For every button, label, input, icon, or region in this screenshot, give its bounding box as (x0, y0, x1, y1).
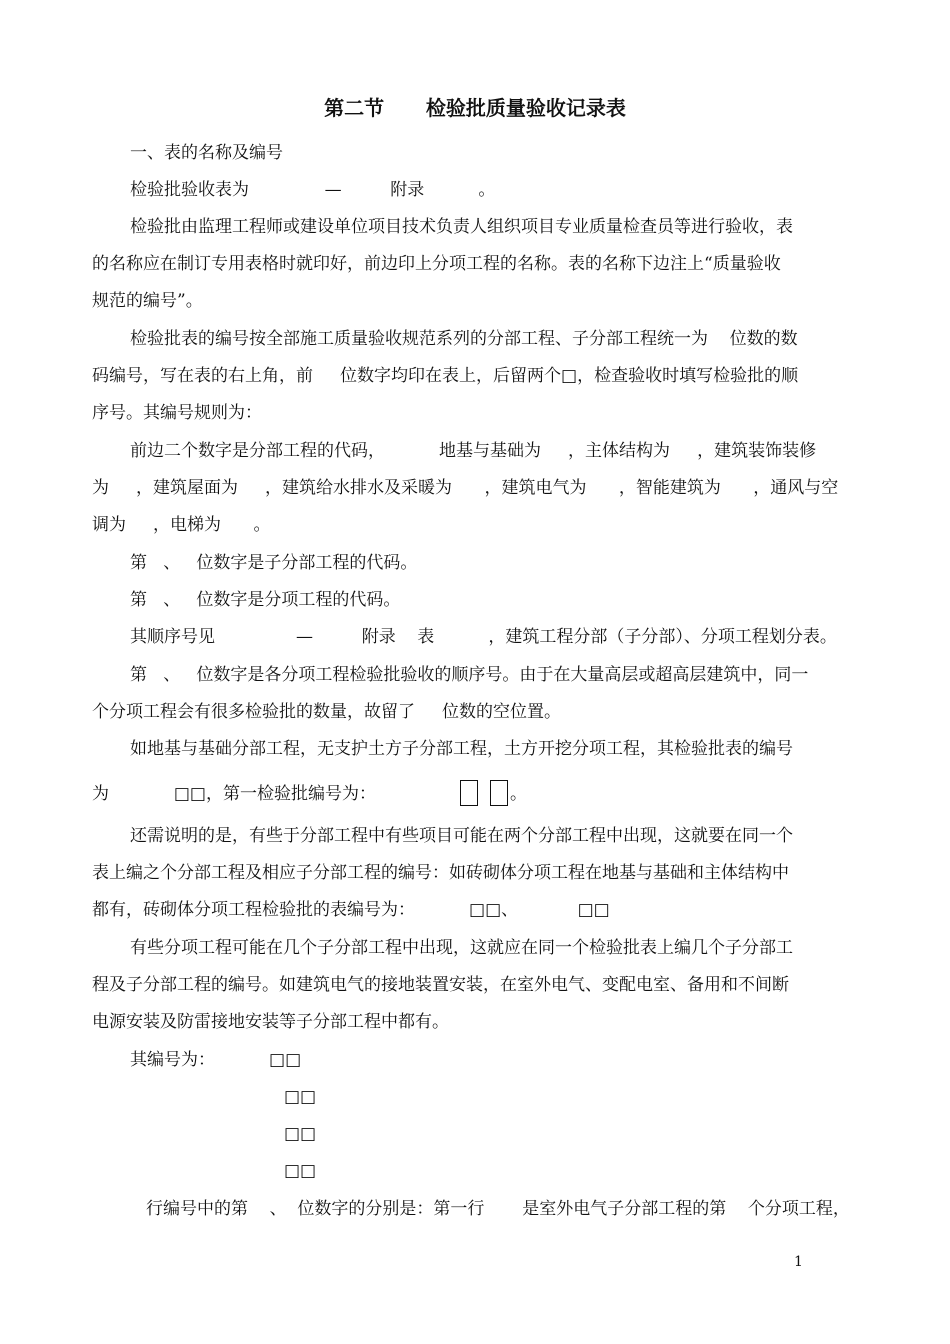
paragraph-line: 检验批由监理工程师或建设单位项目技术负责人组织项目专业质量检查员等进行验收，表 (130, 217, 793, 237)
page-number: 1 (794, 1254, 803, 1270)
heading-table-name-and-number: 一、表的名称及编号 (130, 143, 283, 163)
paragraph-line: 为 □□，第一检验批编号为： (92, 784, 376, 804)
paragraph-line: 调为 ，电梯为 。 (92, 515, 271, 535)
paragraph-line: 其编号为： □□ (130, 1050, 302, 1070)
paragraph-line: 程及子分部工程的编号。如建筑电气的接地装置安装，在室外电气、变配电室、备用和不间断 (92, 975, 789, 995)
number-box (490, 780, 508, 806)
paragraph-line: 表上编之个分部工程及相应子分部工程的编号：如砖砌体分项工程在地基与基础和主体结构中 (92, 863, 789, 883)
paragraph-line: 。 (510, 784, 527, 804)
paragraph-line: 行编号中的第 、 位数字的分别是：第一行 是室外电气子分部工程的第 个分项工程， (146, 1199, 850, 1219)
paragraph-line: □□ (284, 1124, 317, 1144)
section-title: 第二节 检验批质量验收记录表 (324, 96, 626, 120)
paragraph-line: 序号。其编号规则为： (92, 403, 262, 423)
paragraph-line: 有些分项工程可能在几个子分部工程中出现，这就应在同一个检验批表上编几个子分部工 (130, 938, 793, 958)
paragraph-line: 前边二个数字是分部工程的代码， 地基与基础为 ，主体结构为 ，建筑装饰装修 (130, 441, 817, 461)
paragraph-line: 个分项工程会有很多检验批的数量，故留了 位数的空位置。 (92, 702, 562, 722)
paragraph-line: 第 、 位数字是分项工程的代码。 (130, 590, 401, 610)
paragraph-line: 检验批验收表为 — 附录 。 (130, 180, 496, 200)
paragraph-line: 第 、 位数字是子分部工程的代码。 (130, 553, 418, 573)
paragraph-line: □□ (284, 1161, 317, 1181)
paragraph-line: 码编号，写在表的右上角，前 位数字均印在表上，后留两个□，检查验收时填写检验批的顺 (92, 366, 799, 386)
paragraph-line: 规范的编号”。 (92, 291, 203, 311)
paragraph-line: 的名称应在制订专用表格时就印好，前边印上分项工程的名称。表的名称下边注上“质量验收 (92, 254, 781, 274)
paragraph-line: 检验批表的编号按全部施工质量验收规范系列的分部工程、子分部工程统一为 位数的数 (130, 329, 798, 349)
paragraph-line: 其顺序号见 — 附录 表 ，建筑工程分部（子分部）、分项工程划分表。 (130, 627, 837, 647)
paragraph-line: 都有，砖砌体分项工程检验批的表编号为： □□、 □□ (92, 900, 610, 920)
paragraph-line: 为 ，建筑屋面为 ，建筑给水排水及采暖为 ，建筑电气为 ，智能建筑为 ，通风与空 (92, 478, 839, 498)
paragraph-line: 如地基与基础分部工程，无支护土方子分部工程，土方开挖分项工程，其检验批表的编号 (130, 739, 793, 759)
paragraph-line: 还需说明的是，有些于分部工程中有些项目可能在两个分部工程中出现，这就要在同一个 (130, 826, 793, 846)
number-box (460, 780, 478, 806)
paragraph-line: □□ (284, 1087, 317, 1107)
paragraph-line: 第 、 位数字是各分项工程检验批验收的顺序号。由于在大量高层或超高层建筑中，同一 (130, 665, 809, 685)
paragraph-line: 电源安装及防雷接地安装等子分部工程中都有。 (92, 1012, 449, 1032)
